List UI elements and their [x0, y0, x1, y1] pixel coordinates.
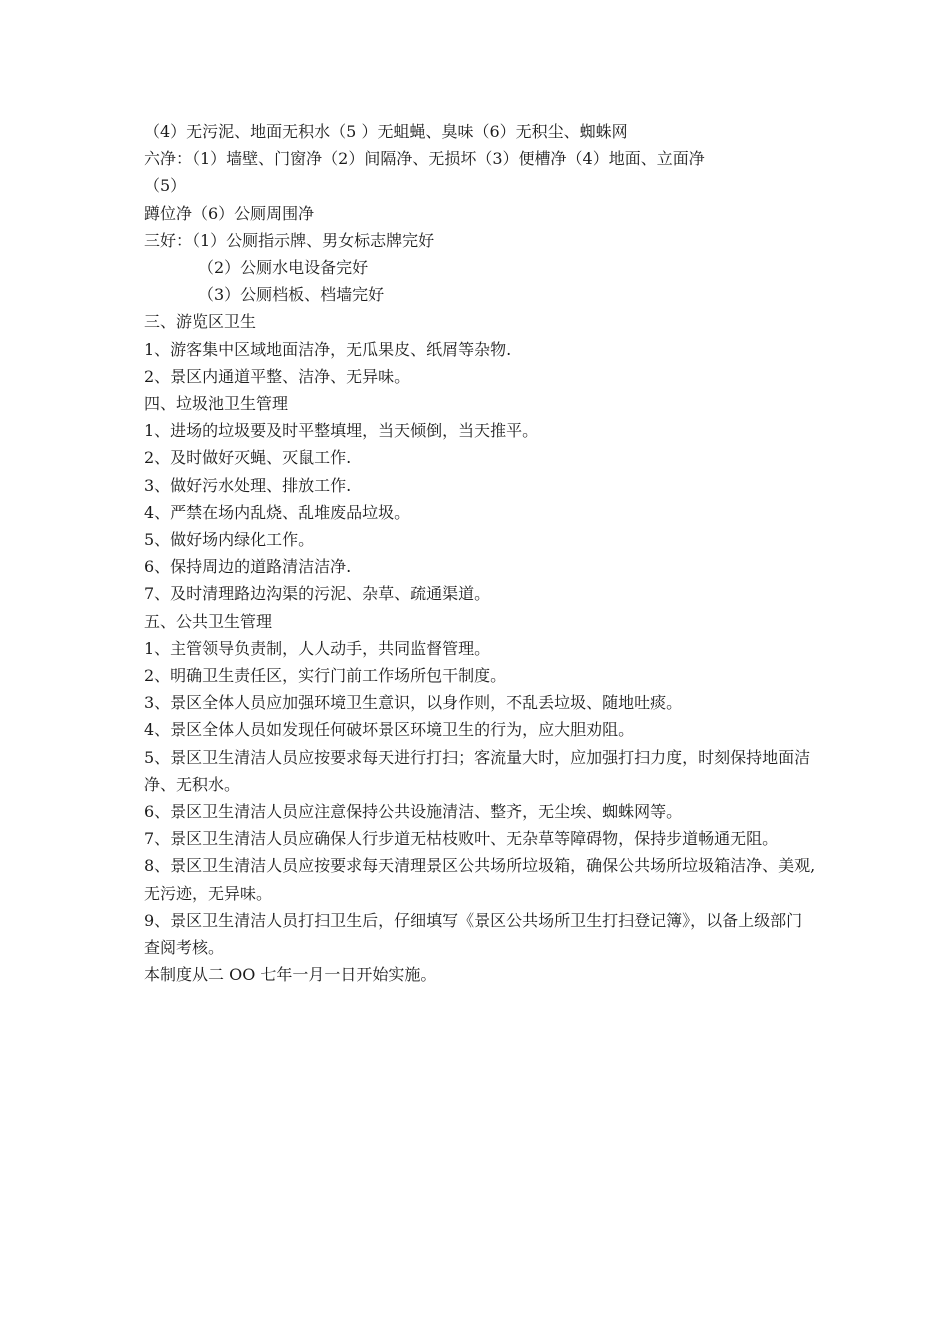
- document-page: [144, 118, 816, 989]
- document-line: 7、景区卫生清洁人员应确保人行步道无枯枝败叶、无杂草等障碍物，保持步道畅通无阻。: [144, 829, 779, 849]
- document-line: 1、游客集中区域地面洁净，无瓜果皮、纸屑等杂物.: [144, 339, 512, 359]
- document-line: 2、景区内通道平整、洁净、无异味。: [144, 366, 411, 386]
- document-line: 六净：（1）墙壁、门窗净（2）间隔净、无损坏（3）便槽净（4）地面、立面净: [144, 149, 705, 169]
- document-line: 6、保持周边的道路清洁洁净.: [144, 557, 352, 577]
- document-line: （4）无污泥、地面无积水（5 ）无蛆蝇、臭味（6）无积尘、蜘蛛网: [144, 122, 628, 141]
- document-line: 8、景区卫生清洁人员应按要求每天清理景区公共场所垃圾箱，确保公共场所垃圾箱洁净、美观,无污迹，无异味。: [144, 856, 816, 903]
- document-line: 蹲位净（6）公厕周围净: [144, 203, 315, 223]
- document-line: 3、做好污水处理、排放工作.: [144, 475, 352, 495]
- document-line: 本制度从二 OO 七年一月一日开始实施。: [144, 965, 437, 985]
- document-line: （5）: [144, 176, 187, 196]
- document-line: 四、垃圾池卫生管理: [144, 394, 289, 414]
- document-line: 5、做好场内绿化工作。: [144, 530, 315, 550]
- document-line: 4、景区全体人员如发现任何破坏景区环境卫生的行为，应大胆劝阻。: [144, 720, 635, 740]
- document-line: （2）公厕水电设备完好: [198, 258, 369, 278]
- document-line: 9、景区卫生清洁人员打扫卫生后，仔细填写《景区公共场所卫生打扫登记簿》，以备上级部门查阅考核。: [144, 910, 803, 958]
- document-line: 1、进场的垃圾要及时平整填埋，当天倾倒，当天推平。: [144, 421, 539, 441]
- document-line: 6、景区卫生清洁人员应注意保持公共设施清洁、整齐，无尘埃、蜘蛛网等。: [144, 802, 683, 822]
- document-line: 5、景区卫生清洁人员应按要求每天进行打扫；客流量大时，应加强打扫力度，时刻保持地面洁净、无积水。: [144, 747, 811, 794]
- document-line: 7、及时清理路边沟渠的污泥、杂草、疏通渠道。: [144, 584, 491, 604]
- document-line: 2、明确卫生责任区，实行门前工作场所包干制度。: [144, 666, 507, 686]
- document-line: 三、游览区卫生: [144, 312, 257, 332]
- document-line: 2、及时做好灭蝇、灭鼠工作.: [144, 448, 352, 468]
- document-line: （3）公厕档板、档墙完好: [198, 285, 385, 305]
- document-line: 三好：（1）公厕指示牌、男女标志牌完好: [144, 230, 435, 250]
- document-line: 五、公共卫生管理: [144, 611, 273, 631]
- document-line: 4、严禁在场内乱烧、乱堆废品垃圾。: [144, 502, 411, 522]
- document-line: 3、景区全体人员应加强环境卫生意识，以身作则，不乱丢垃圾、随地吐痰。: [144, 693, 683, 713]
- document-line: 1、主管领导负责制，人人动手，共同监督管理。: [144, 638, 491, 658]
